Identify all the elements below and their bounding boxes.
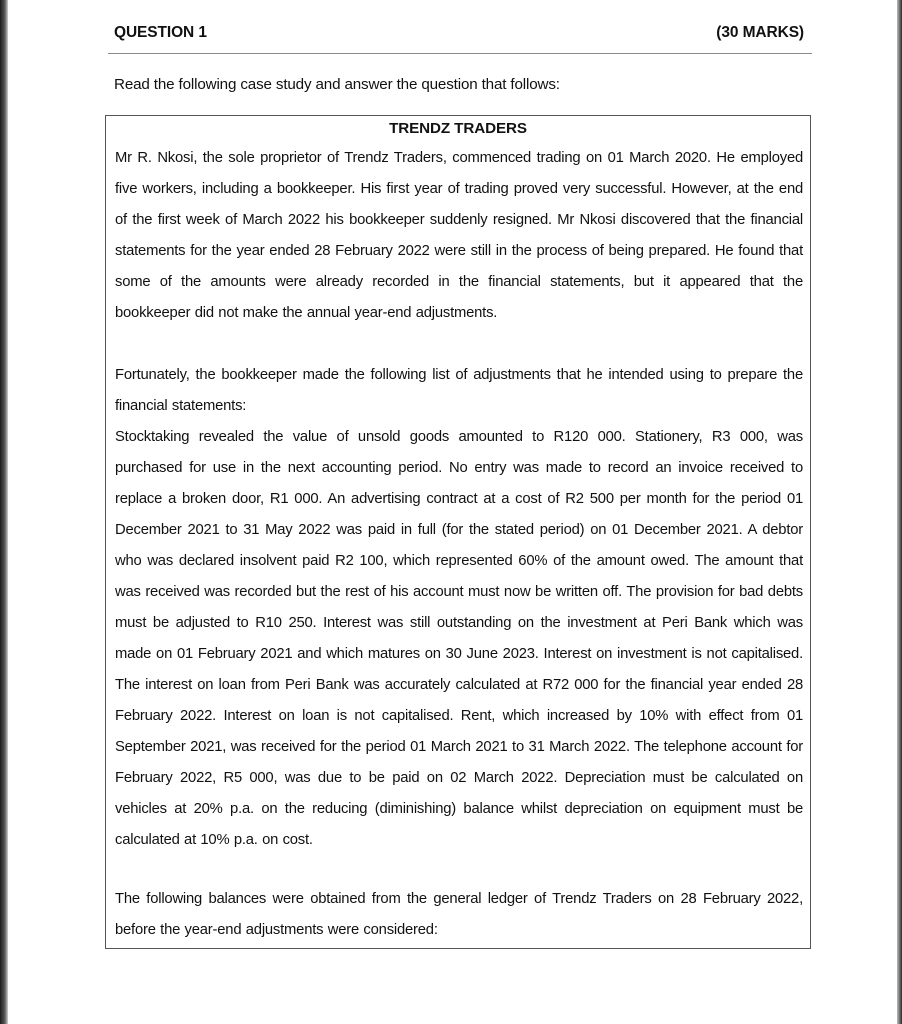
scan-edge-right bbox=[897, 0, 902, 1024]
case-study-paragraph-adjustments: Stocktaking revealed the value of unsold goods amounted to R120 000. Stationery, R3 000, was purchased for use in the next accounting period. No entry was made to record an invoice received to replace a broken door, R1 000. An advertising contract at a cost of R2 500 per month for the period 01 December 2021 to 31 May 2022 was paid in full (for the stated period) on 01 December 2021. A debtor who was declared insolvent paid R2 100, which represented 60% of the amount owed. The amount that was received was recorded but the rest of his account must now be written off. The provision for bad debts must be adjusted to R10 250. Interest was still outstanding on the investment at Peri Bank which was made on 01 February 2021 and which matures on 30 June 2023. Interest on investment is not capitalised. The interest on loan from Peri Bank was accurately calculated at R72 000 for the financial year ended 28 February 2022. Interest on loan is not capitalised. Rent, which increased by 10% with effect from 01 September 2021, was received for the period 01 March 2021 to 31 March 2022. The telephone account for February 2022, R5 000, was due to be paid on 02 March 2022. Depreciation must be calculated on vehicles at 20% p.a. on the reducing (diminishing) balance whilst depreciation on equipment must be calculated at 10% p.a. on cost. bbox=[115, 429, 803, 848]
case-study-paragraph-intro: Mr R. Nkosi, the sole proprietor of Trendz Traders, commenced trading on 01 March 2020. He employed five workers, including a bookkeeper. His first year of trading proved very successful. However, at the end of the first week of March 2022 his bookkeeper suddenly resigned. Mr Nkosi discovered that the financial statements for the year ended 28 February 2022 were still in the process of being prepared. He found that some of the amounts were already recorded in the financial statements, but it appeared that the bookkeeper did not make the annual year-end adjustments. bbox=[115, 150, 803, 321]
case-study-paragraph-balances: The following balances were obtained from the general ledger of Trendz Traders on 28 February 2022, before the year-end adjustments were considered: bbox=[115, 891, 803, 938]
scan-edge-left bbox=[0, 0, 8, 1024]
case-study-paragraph-adjustments-intro: Fortunately, the bookkeeper made the following list of adjustments that he intended using to prepare the financial statements: bbox=[115, 367, 803, 414]
case-study-title: TRENDZ TRADERS bbox=[389, 120, 527, 137]
instruction-text: Read the following case study and answer the question that follows: bbox=[114, 76, 560, 93]
question-header bbox=[114, 24, 804, 44]
question-number: QUESTION 1 bbox=[114, 24, 207, 41]
header-divider bbox=[108, 53, 812, 54]
question-marks: (30 MARKS) bbox=[716, 24, 804, 41]
case-study-box bbox=[105, 115, 811, 949]
